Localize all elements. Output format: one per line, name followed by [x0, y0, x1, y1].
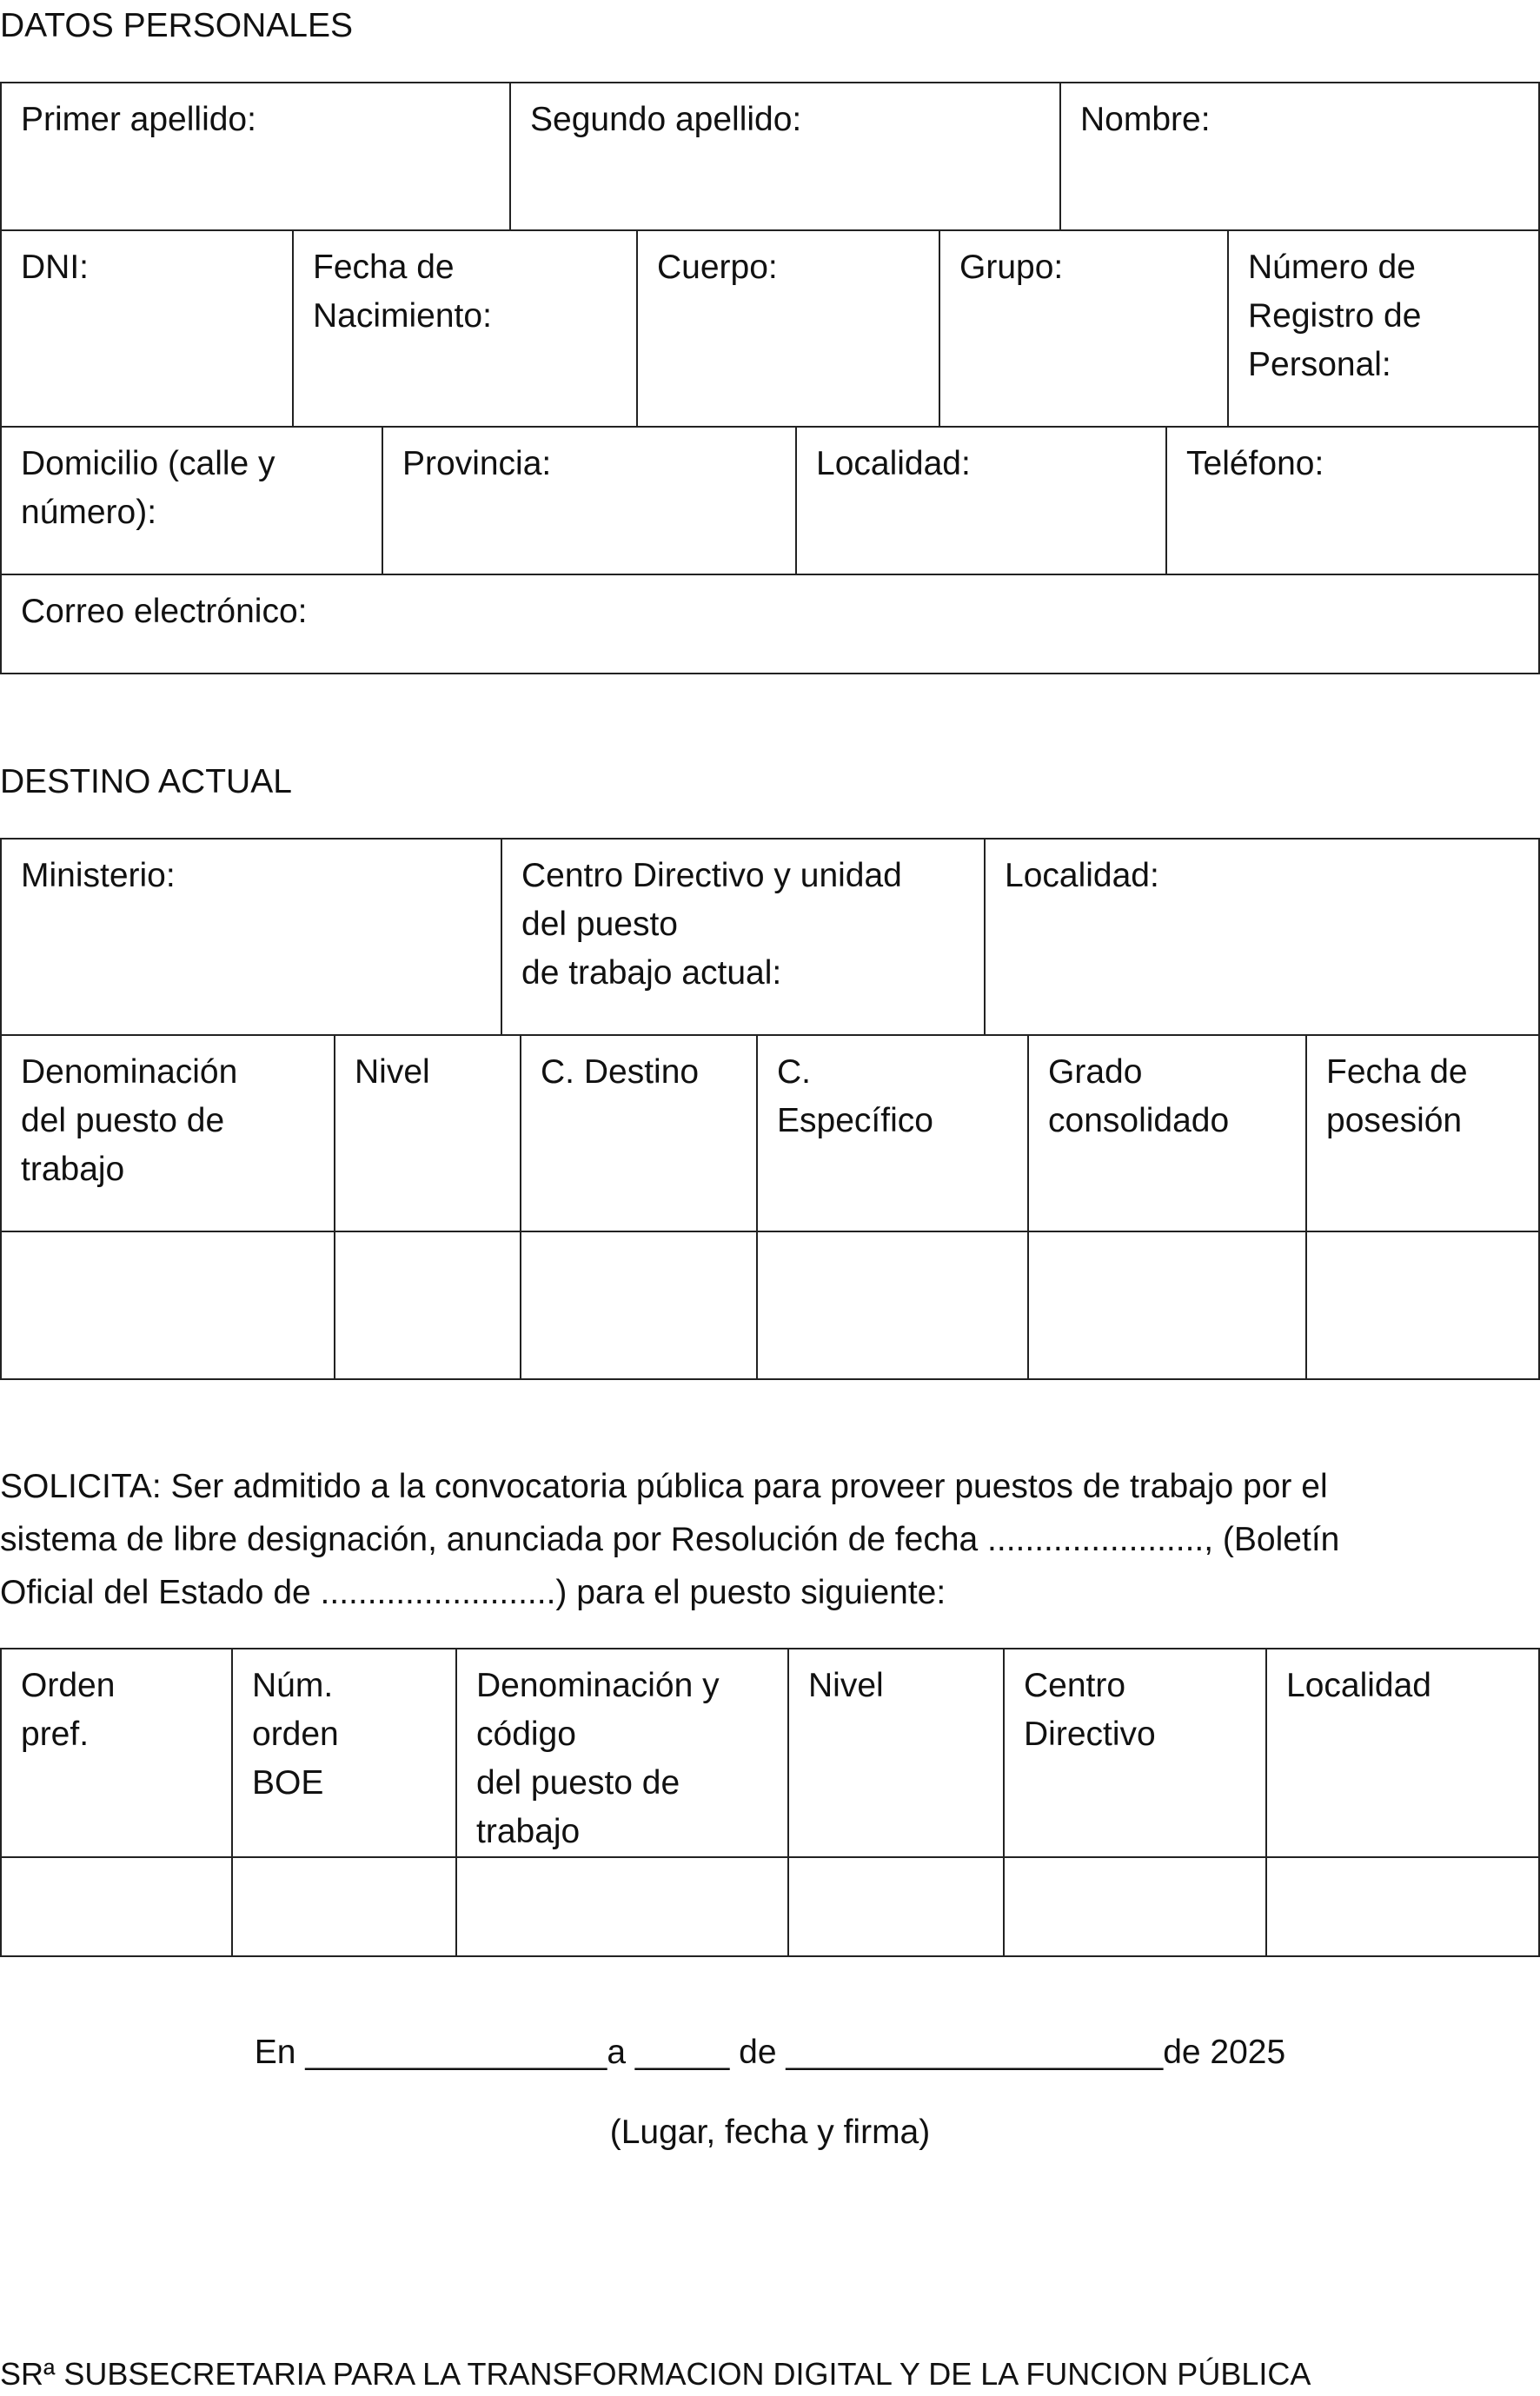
field-dni[interactable]	[1, 230, 293, 427]
label-nrp: Número de Registro de Personal:	[1248, 249, 1422, 383]
label-segundo-apellido: Segundo apellido:	[530, 101, 802, 138]
label-c-destino: C. Destino	[541, 1053, 700, 1091]
input-grado-consolidado[interactable]	[1028, 1231, 1306, 1379]
label-localidad-destino: Localidad:	[1005, 857, 1159, 894]
section-title-datos-personales: DATOS PERSONALES	[0, 7, 354, 44]
header-nivel	[335, 1035, 521, 1231]
header-denominacion-codigo	[456, 1649, 788, 1857]
label-correo-electronico: Correo electrónico:	[21, 593, 308, 630]
input-nivel-puesto[interactable]	[788, 1857, 1004, 1956]
label-localidad-puesto: Localidad	[1286, 1667, 1431, 1704]
label-num-orden-boe: Núm. orden BOE	[252, 1667, 339, 1802]
solicita-line-2: sistema de libre designación, anunciada por Resolución de fecha ......................., (Boletín	[0, 1521, 1340, 1558]
field-cuerpo[interactable]	[637, 230, 939, 427]
header-denominacion	[1, 1035, 335, 1231]
destino-actual-table-2	[0, 1034, 1540, 1380]
destino-actual-table-1	[0, 838, 1540, 1036]
section-title-destino-actual: DESTINO ACTUAL	[0, 763, 292, 800]
label-provincia: Provincia:	[402, 445, 552, 482]
input-nivel[interactable]	[335, 1231, 521, 1379]
field-primer-apellido[interactable]	[1, 83, 510, 230]
label-fecha-nacimiento: Fecha de Nacimiento:	[313, 249, 492, 335]
label-ministerio: Ministerio:	[21, 857, 176, 894]
input-orden-pref[interactable]	[1, 1857, 232, 1956]
solicita-paragraph	[0, 1460, 1540, 1619]
field-fecha-nacimiento[interactable]	[293, 230, 637, 427]
label-centro-directivo: Centro Directivo y unidad del puesto de trabajo actual:	[521, 857, 902, 992]
signature-date-line: En ________________a _____ de ____________________de 2025	[254, 2034, 1286, 2071]
field-centro-directivo[interactable]	[501, 839, 985, 1035]
header-localidad-puesto	[1266, 1649, 1539, 1857]
solicita-line-3: Oficial del Estado de .........................) para el puesto siguiente:	[0, 1574, 946, 1611]
label-nivel-puesto: Nivel	[808, 1667, 884, 1704]
header-c-destino	[521, 1035, 757, 1231]
input-fecha-posesion[interactable]	[1306, 1231, 1539, 1379]
input-denominacion[interactable]	[1, 1231, 335, 1379]
puestos-table	[0, 1648, 1540, 1957]
field-provincia[interactable]	[382, 427, 796, 574]
datos-personales-table-3	[0, 426, 1540, 674]
label-centro-directivo-puesto: Centro Directivo	[1024, 1667, 1156, 1753]
label-localidad: Localidad:	[816, 445, 971, 482]
header-grado-consolidado	[1028, 1035, 1306, 1231]
field-nombre[interactable]	[1060, 83, 1539, 230]
input-c-especifico[interactable]	[757, 1231, 1028, 1379]
header-centro-directivo	[1004, 1649, 1266, 1857]
input-denominacion-codigo[interactable]	[456, 1857, 788, 1956]
label-primer-apellido: Primer apellido:	[21, 101, 256, 138]
label-orden-pref: Orden pref.	[21, 1667, 116, 1753]
field-ministerio[interactable]	[1, 839, 501, 1035]
field-segundo-apellido[interactable]	[510, 83, 1060, 230]
input-localidad-puesto[interactable]	[1266, 1857, 1539, 1956]
label-grado-consolidado: Grado consolidado	[1048, 1053, 1230, 1139]
label-fecha-posesion: Fecha de posesión	[1326, 1053, 1468, 1139]
header-nivel-puesto	[788, 1649, 1004, 1857]
label-denominacion: Denominación del puesto de trabajo	[21, 1053, 238, 1188]
label-telefono: Teléfono:	[1186, 445, 1324, 482]
datos-personales-table-1	[0, 82, 1540, 231]
field-grupo[interactable]	[939, 230, 1228, 427]
header-num-orden-boe	[232, 1649, 456, 1857]
input-num-orden-boe[interactable]	[232, 1857, 456, 1956]
datos-personales-table-2	[0, 229, 1540, 428]
header-c-especifico	[757, 1035, 1028, 1231]
input-centro-directivo[interactable]	[1004, 1857, 1266, 1956]
header-fecha-posesion	[1306, 1035, 1539, 1231]
field-correo-electronico[interactable]	[1, 574, 1539, 674]
input-c-destino[interactable]	[521, 1231, 757, 1379]
label-nombre: Nombre:	[1080, 101, 1211, 138]
recipient-footer: SRª SUBSECRETARIA PARA LA TRANSFORMACION DIGITAL Y DE LA FUNCION PÚBLICA	[0, 2356, 1311, 2392]
label-nivel: Nivel	[355, 1053, 430, 1091]
field-telefono[interactable]	[1166, 427, 1539, 574]
field-nrp[interactable]	[1228, 230, 1539, 427]
label-cuerpo: Cuerpo:	[657, 249, 778, 286]
field-domicilio[interactable]	[1, 427, 382, 574]
solicita-line-1: SOLICITA: Ser admitido a la convocatoria pública para proveer puestos de trabajo por el	[0, 1468, 1328, 1505]
label-grupo: Grupo:	[959, 249, 1064, 286]
label-c-especifico: C. Específico	[777, 1053, 933, 1139]
label-domicilio: Domicilio (calle y número):	[21, 445, 275, 531]
signature-caption: (Lugar, fecha y firma)	[609, 2114, 931, 2151]
label-dni: DNI:	[21, 249, 89, 286]
label-denominacion-codigo: Denominación y código del puesto de trabajo	[476, 1667, 720, 1850]
header-orden-pref	[1, 1649, 232, 1857]
field-localidad-destino[interactable]	[985, 839, 1539, 1035]
field-localidad[interactable]	[796, 427, 1166, 574]
